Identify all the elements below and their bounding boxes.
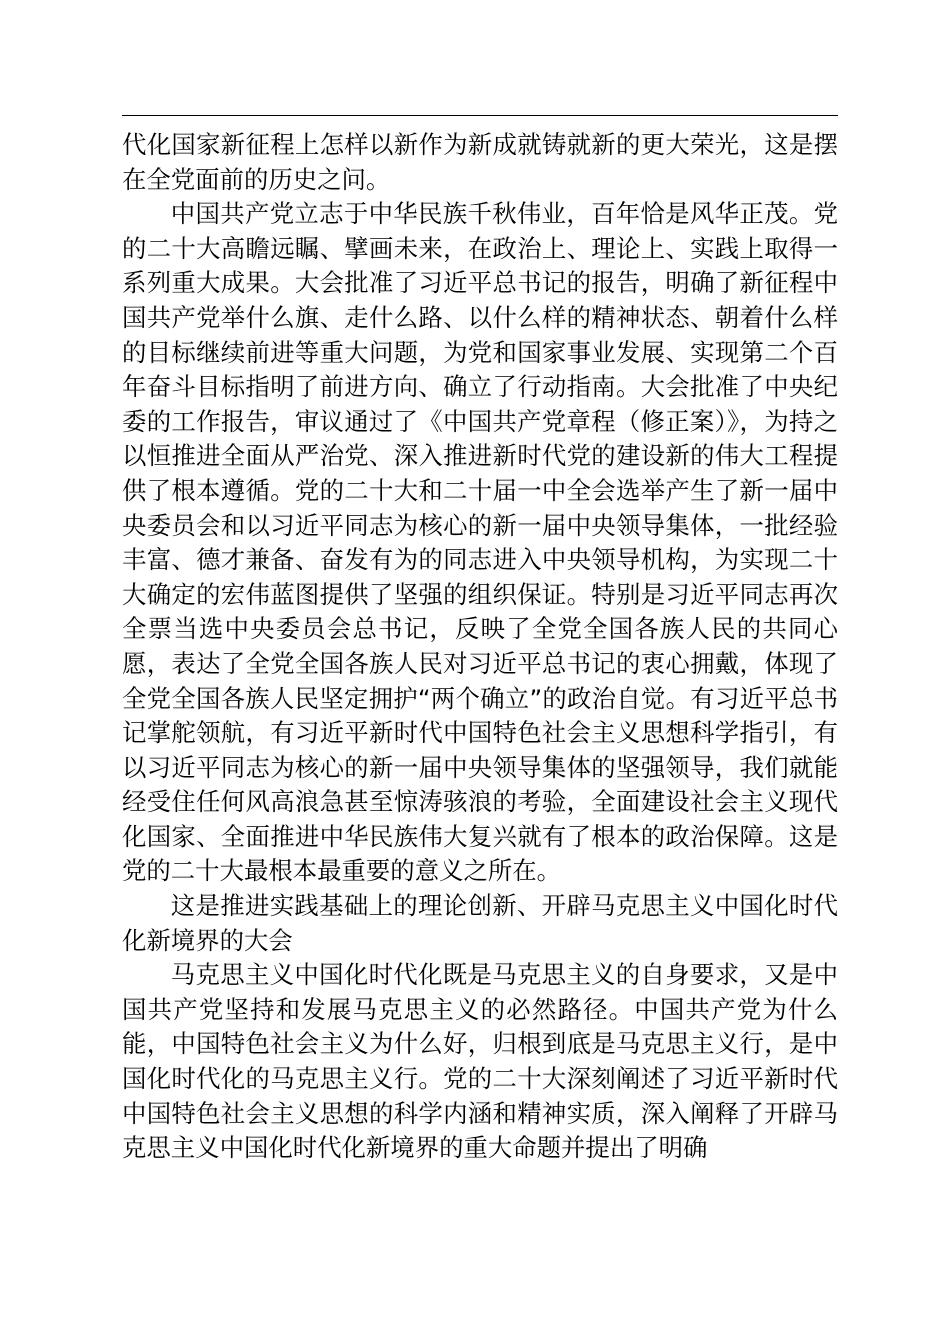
paragraph-party-congress-significance: 中国共产党立志于中华民族千秋伟业，百年恰是风华正茂。党的二十大高瞻远瞩、擘画未来，在政治上、理论上、实践上取得一系列重大成果。大会批准了习近平总书记的报告，明确了新征程中国共产党举什么旗、走什么路、以什么样的精神状态、朝着什么样的目标继续前进等重大问题，为党和国家事业发展、实现第二个百年奋斗目标指明了前进方向、确立了行动指南。大会批准了中央纪委的工作报告，审议通过了《中国共产党章程（修正案）》，为持之以恒推进全面从严治党、深入推进新时代党的建设新的伟大工程提供了根本遵循。党的二十大和二十届一中全会选举产生了新一届中央委员会和以习近平同志为核心的新一届中央领导集体，一批经验丰富、德才兼备、奋发有为的同志进入中央领导机构，为实现二十大确定的宏伟蓝图提供了坚强的组织保证。特别是习近平同志再次全票当选中央委员会总书记，反映了全党全国各族人民的共同心愿，表达了全党全国各族人民对习近平总书记的衷心拥戴，体现了全党全国各族人民坚定拥护“两个确立”的政治自觉。有习近平总书记掌舵领航，有习近平新时代中国特色社会主义思想科学指引，有以习近平同志为核心的新一届中央领导集体的坚强领导，我们就能经受住任何风高浪急甚至惊涛骇浪的考验，全面建设社会主义现代化国家、全面推进中华民族伟大复兴就有了根本的政治保障。这是党的二十大最根本最重要的意义之所在。 xyxy=(122,199,838,886)
document-body xyxy=(122,128,838,1166)
paragraph-marxism-sinicization: 马克思主义中国化时代化既是马克思主义的自身要求，又是中国共产党坚持和发展马克思主义的必然路径。中国共产党为什么能，中国特色社会主义为什么好，归根到底是马克思主义行，是中国化时代化的马克思主义行。党的二十大深刻阐述了习近平新时代中国特色社会主义思想的科学内涵和精神实质，深入阐释了开辟马克思主义中国化时代化新境界的重大命题并提出了明确 xyxy=(122,960,838,1163)
section-heading-theory-innovation: 这是推进实践基础上的理论创新、开辟马克思主义中国化时代化新境界的大会 xyxy=(122,891,838,955)
paragraph-continuation: 代化国家新征程上怎样以新作为新成就铸就新的更大荣光，这是摆在全党面前的历史之问。 xyxy=(122,130,838,194)
header-divider xyxy=(122,115,838,116)
